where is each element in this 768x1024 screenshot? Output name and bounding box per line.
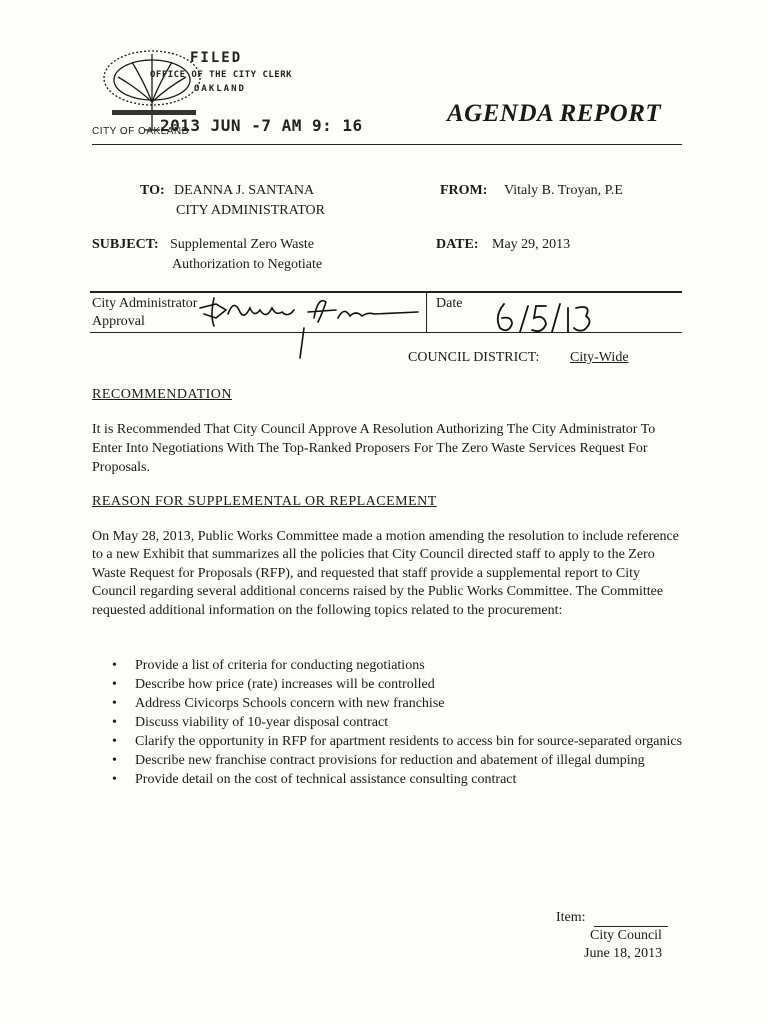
filed-stamp-office: OFFICE OF THE CITY CLERK bbox=[150, 70, 293, 80]
reason-text: On May 28, 2013, Public Works Committee made a motion amending the resolution to include reference to a new Exhibit that summarizes all the policies that City Council directed staff to apply to the Zero Waste Request for Proposals (RFP), and requested that staff provide a supplemental report to City Council regarding several additional concerns raised by the Public Works Committee. The Committee requested additional information on the following topics related to the procurement: bbox=[92, 529, 679, 618]
recommendation-text: It is Recommended That City Council Approve A Resolution Authorizing The City Administrator To Enter Into Negotiations With The Top-Ranked Proposers For The Zero Waste Services Request For Proposals. bbox=[92, 422, 656, 475]
topic-item-2: • Describe how price (rate) increases will be controlled bbox=[112, 675, 692, 694]
topic-item-4: • Discuss viability of 10-year disposal contract bbox=[112, 713, 692, 732]
document-title: AGENDA REPORT bbox=[447, 100, 662, 127]
council-district-label: COUNCIL DISTRICT: bbox=[408, 350, 540, 365]
to-name: DEANNA J. SANTANA bbox=[174, 183, 315, 198]
to-label: TO: bbox=[140, 183, 165, 198]
subject-line-2: Authorization to Negotiate bbox=[172, 257, 323, 272]
handwritten-date bbox=[490, 294, 600, 338]
recommendation-heading: RECOMMENDATION bbox=[92, 387, 232, 402]
council-district-value: City-Wide bbox=[570, 350, 629, 365]
item-value-line bbox=[594, 910, 668, 927]
topic-item-6: • Describe new franchise contract provisions for reduction and abatement of illegal dumping bbox=[112, 751, 692, 770]
filed-stamp-label: FILED bbox=[190, 50, 243, 66]
date-value: May 29, 2013 bbox=[492, 237, 571, 252]
seal-city-text: CITY OF OAKLAND bbox=[92, 126, 190, 137]
approval-date-label: Date bbox=[436, 296, 463, 311]
header-rule bbox=[92, 144, 682, 145]
topic-item-5: • Clarify the opportunity in RFP for apartment residents to access bin for source-separated organics bbox=[112, 732, 692, 751]
handwritten-signature bbox=[196, 288, 426, 362]
date-label: DATE: bbox=[436, 237, 479, 252]
subject-line-1: Supplemental Zero Waste bbox=[170, 237, 315, 252]
approval-divider bbox=[426, 291, 427, 333]
topic-item-1: • Provide a list of criteria for conducting negotiations bbox=[112, 656, 692, 675]
topics-list bbox=[112, 656, 692, 789]
footer-meeting-date: June 18, 2013 bbox=[584, 946, 663, 961]
from-name: Vitaly B. Troyan, P.E bbox=[504, 183, 623, 198]
item-label: Item: bbox=[556, 910, 586, 925]
approval-label-line-1: City Administrator bbox=[92, 296, 198, 311]
footer-council: City Council bbox=[590, 928, 662, 943]
reason-heading: REASON FOR SUPPLEMENTAL OR REPLACEMENT bbox=[92, 494, 437, 509]
topic-item-3: • Address Civicorps Schools concern with new franchise bbox=[112, 694, 692, 713]
subject-label: SUBJECT: bbox=[92, 237, 159, 252]
topic-item-7: • Provide detail on the cost of technical assistance consulting contract bbox=[112, 770, 692, 789]
approval-label-line-2: Approval bbox=[92, 314, 145, 329]
filed-stamp-city: OAKLAND bbox=[194, 84, 246, 94]
filed-stamp-datetime: 2013 JUN -7 AM 9: 16 bbox=[160, 116, 363, 135]
to-title: CITY ADMINISTRATOR bbox=[176, 203, 325, 218]
from-label: FROM: bbox=[440, 183, 488, 198]
